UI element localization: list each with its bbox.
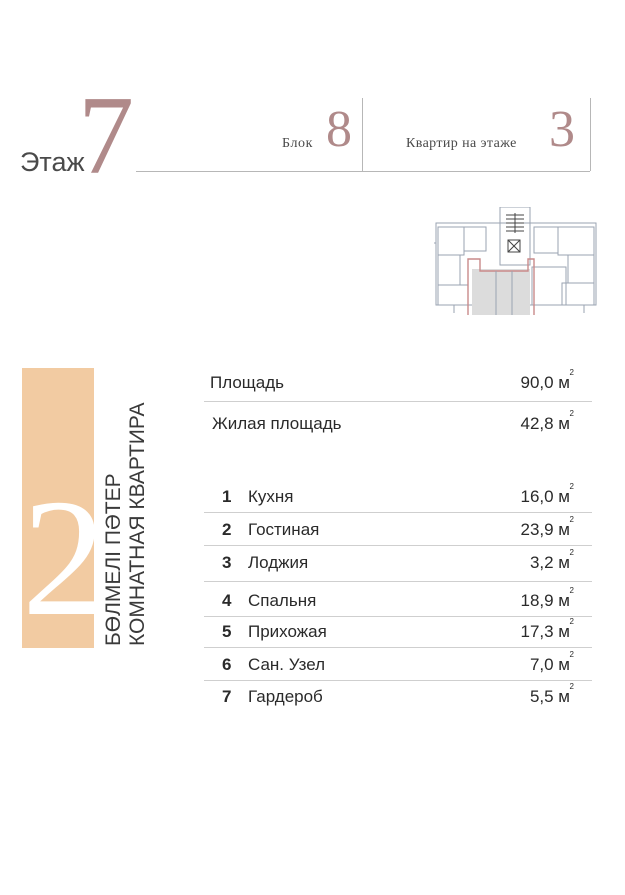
living-area-value: 42,8 м (520, 414, 570, 433)
room-name: Лоджия (248, 553, 309, 572)
floor-number: 7 (78, 74, 134, 198)
room-area: 5,5 м (529, 687, 570, 706)
unit-superscript: 2 (569, 650, 574, 659)
room-area: 3,2 м (529, 553, 570, 572)
living-area-row (204, 409, 592, 440)
plan-highlighted-apartment (468, 259, 534, 315)
room-area: 23,9 м (520, 520, 570, 539)
row-divider (204, 401, 592, 402)
unit-superscript: 2 (569, 368, 574, 377)
room-name: Сан. Узел (248, 655, 326, 674)
room-index: 2 (222, 520, 232, 539)
total-area-value: 90,0 м (520, 373, 570, 392)
room-row (204, 548, 592, 579)
room-area: 16,0 м (520, 487, 570, 506)
plan-elevator-icon (508, 240, 520, 252)
rooms-count: 2 (22, 465, 106, 651)
row-divider (204, 616, 592, 617)
plan-stairs (506, 213, 524, 233)
room-index: 7 (222, 687, 232, 706)
unit-superscript: 2 (569, 482, 574, 491)
floor-label: Этаж (20, 147, 85, 177)
plan-room (568, 255, 594, 283)
room-area: 18,9 м (520, 591, 570, 610)
unit-superscript: 2 (569, 548, 574, 557)
unit-superscript: 2 (569, 409, 574, 418)
apartment-type-kk: БӨЛМЕЛІ ПӘТЕР (102, 473, 125, 646)
apartment-type-vertical (102, 403, 150, 647)
room-name: Гостиная (248, 520, 320, 539)
unit-superscript: 2 (569, 682, 574, 691)
total-area-label: Площадь (210, 373, 285, 392)
room-index: 5 (222, 622, 232, 641)
room-row (204, 650, 592, 681)
unit-superscript: 2 (569, 617, 574, 626)
apartments-per-floor-label: Квартир на этаже (406, 136, 517, 151)
plan-room (438, 255, 460, 285)
row-divider (204, 512, 592, 513)
header-separator-2 (590, 98, 591, 171)
room-area: 7,0 м (529, 655, 570, 674)
row-divider (204, 680, 592, 681)
room-index: 6 (222, 655, 232, 674)
unit-superscript: 2 (569, 586, 574, 595)
room-name: Гардероб (248, 687, 323, 706)
plan-room (534, 227, 558, 253)
plan-room (532, 267, 566, 305)
room-row (204, 515, 592, 546)
room-name: Прихожая (248, 622, 327, 641)
block-number: 8 (326, 101, 352, 158)
room-row (204, 682, 592, 713)
plan-room (464, 227, 486, 251)
room-index: 4 (222, 591, 232, 610)
row-divider (204, 647, 592, 648)
floor-plan-thumbnail (434, 207, 598, 319)
block-label: Блок (282, 136, 314, 151)
plan-room (438, 227, 464, 255)
room-row (204, 482, 592, 513)
header-divider (136, 171, 590, 172)
header-separator-1 (362, 98, 363, 171)
room-row (204, 617, 592, 648)
room-name: Кухня (248, 487, 294, 506)
plan-room (438, 285, 468, 305)
room-area: 17,3 м (520, 622, 570, 641)
row-divider (204, 581, 592, 582)
room-index: 3 (222, 553, 232, 572)
room-row (204, 586, 592, 617)
room-name: Спальня (248, 591, 317, 610)
plan-room (562, 283, 594, 305)
plan-room (558, 227, 594, 255)
apartment-type-ru: КОМНАТНАЯ КВАРТИРА (126, 402, 149, 646)
apartments-per-floor-number: 3 (549, 101, 575, 158)
room-index: 1 (222, 487, 232, 506)
living-area-label: Жилая площадь (212, 414, 342, 433)
unit-superscript: 2 (569, 515, 574, 524)
total-area-row (204, 368, 592, 399)
row-divider (204, 545, 592, 546)
